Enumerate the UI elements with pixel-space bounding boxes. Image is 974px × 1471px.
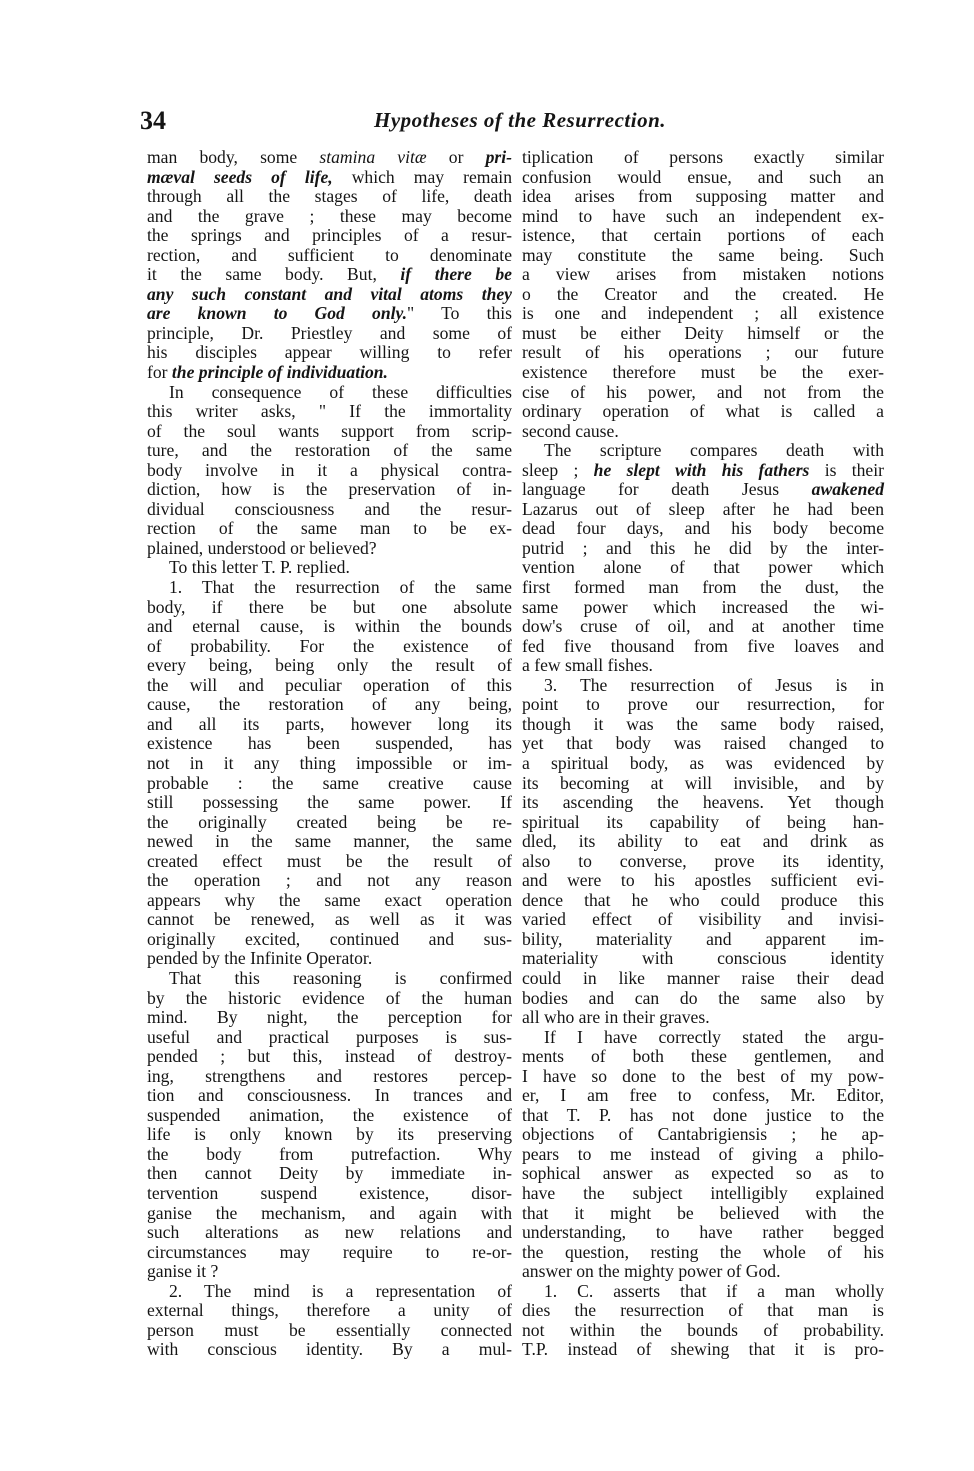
text-line bbox=[522, 558, 884, 578]
text-line bbox=[147, 402, 512, 422]
text-line bbox=[147, 793, 512, 813]
text-segment: a spiritual body, as was evidenced by bbox=[522, 752, 884, 773]
text-segment: could in like manner raise their dead bbox=[522, 967, 884, 988]
text-line bbox=[522, 402, 884, 422]
text-segment: mind to have such an independent ex- bbox=[522, 205, 884, 226]
text-segment: In consequence of these difficulties bbox=[169, 381, 512, 402]
text-line bbox=[147, 1145, 512, 1165]
text-line bbox=[147, 1067, 512, 1087]
text-segment: suspended animation, the existence of bbox=[147, 1104, 512, 1125]
text-segment: same power which increased the wi- bbox=[522, 596, 884, 617]
text-segment: appears why the same exact operation bbox=[147, 889, 512, 910]
text-segment: and were to his apostles sufficient evi- bbox=[522, 870, 884, 891]
text-segment: yet that body was raised changed to bbox=[522, 733, 884, 754]
text-line bbox=[522, 461, 884, 481]
text-line bbox=[522, 363, 884, 383]
text-segment: T.P. instead of shewing that it is pro- bbox=[522, 1339, 884, 1360]
text-line bbox=[522, 930, 884, 950]
text-segment: vention alone of that power which bbox=[522, 557, 884, 578]
text-line bbox=[522, 1086, 884, 1106]
text-segment: by the historic evidence of the human bbox=[147, 987, 512, 1008]
text-line bbox=[147, 422, 512, 442]
text-segment: which may remain bbox=[332, 166, 512, 187]
text-line bbox=[147, 1243, 512, 1263]
text-line bbox=[522, 754, 884, 774]
right-column bbox=[522, 148, 884, 1360]
text-segment: of probability. For the existence of bbox=[147, 635, 512, 656]
text-line bbox=[147, 168, 512, 188]
text-segment: That this reasoning is confirmed bbox=[169, 967, 512, 988]
text-segment: rection of the same man to be ex- bbox=[147, 518, 512, 539]
text-segment: er, I am free to confess, Mr. Editor, bbox=[522, 1085, 884, 1106]
text-segment: idea arises from supposing matter and bbox=[522, 186, 884, 207]
text-segment: o the Creator and the created. He bbox=[522, 283, 884, 304]
text-line bbox=[147, 383, 512, 403]
text-segment: not in it any thing impossible or im- bbox=[147, 752, 512, 773]
text-segment: the question, resting the whole of his bbox=[522, 1241, 884, 1262]
text-line bbox=[147, 852, 512, 872]
styled-text: pri- bbox=[485, 147, 512, 167]
styled-text: are known to God only. bbox=[147, 303, 408, 324]
text-segment: may constitute the same being. Such bbox=[522, 244, 884, 265]
text-segment: spiritual its capability of being han- bbox=[522, 811, 884, 832]
text-line bbox=[522, 1164, 884, 1184]
text-segment: his disciples appear willing to refer bbox=[147, 342, 512, 363]
text-segment: ture, and the restoration of the same bbox=[147, 440, 512, 461]
styled-text: any such constant and vital atoms they bbox=[147, 283, 512, 304]
text-segment: 3. The resurrection of Jesus is in bbox=[544, 674, 884, 695]
text-segment: cannot be renewed, as well as it was bbox=[147, 909, 512, 930]
text-line bbox=[522, 871, 884, 891]
text-line bbox=[147, 578, 512, 598]
text-segment: The scripture compares death with bbox=[544, 440, 884, 461]
text-segment: and eternal cause, is within the bounds bbox=[147, 616, 512, 637]
text-line bbox=[522, 246, 884, 266]
text-line bbox=[147, 1164, 512, 1184]
text-line bbox=[147, 304, 512, 324]
text-line bbox=[522, 187, 884, 207]
text-line bbox=[147, 754, 512, 774]
text-segment: tion and consciousness. In trances and bbox=[147, 1085, 512, 1106]
text-line bbox=[522, 1340, 884, 1360]
text-segment: cise of his power, and not from the bbox=[522, 381, 884, 402]
text-segment: not within the bounds of probability. bbox=[522, 1319, 884, 1340]
text-line bbox=[522, 1008, 884, 1028]
text-segment: If I have correctly stated the argu- bbox=[544, 1026, 884, 1047]
text-segment: dow's cruse of oil, and at another time bbox=[522, 616, 884, 637]
text-line bbox=[522, 989, 884, 1009]
text-segment: pended by the Infinite Operator. bbox=[147, 948, 373, 969]
text-segment: every being, being only the result of bbox=[147, 655, 512, 676]
text-segment: cause, the restoration of any being, bbox=[147, 694, 512, 715]
text-line bbox=[147, 1262, 512, 1282]
text-line bbox=[147, 480, 512, 500]
text-segment: existence has been suspended, has bbox=[147, 733, 512, 754]
styled-text: the principle of individuation. bbox=[171, 362, 388, 383]
text-segment: bodies and can do the same also by bbox=[522, 987, 884, 1008]
text-line bbox=[147, 1321, 512, 1341]
text-segment: useful and practical purposes is sus- bbox=[147, 1026, 512, 1047]
text-segment: created effect must be the result of bbox=[147, 850, 512, 871]
text-segment: that T. P. has not done justice to the bbox=[522, 1104, 884, 1125]
text-segment: To this letter T. P. replied. bbox=[169, 557, 350, 578]
text-line bbox=[147, 910, 512, 930]
text-line bbox=[147, 285, 512, 305]
text-segment: second cause. bbox=[522, 420, 619, 441]
text-segment: this writer asks, " If the immortality bbox=[147, 401, 512, 422]
text-segment: through all the stages of life, death bbox=[147, 186, 512, 207]
text-segment: for bbox=[147, 362, 172, 383]
text-segment: with conscious identity. By a mul- bbox=[147, 1339, 512, 1360]
text-line bbox=[147, 441, 512, 461]
text-segment: ordinary operation of what is called a bbox=[522, 401, 884, 422]
text-segment: a view arises from mistaken notions bbox=[522, 264, 884, 285]
text-line bbox=[522, 422, 884, 442]
text-line bbox=[147, 949, 512, 969]
text-segment: pears to me instead of giving a philo- bbox=[522, 1143, 884, 1164]
text-segment: dies the resurrection of that man is bbox=[522, 1300, 884, 1321]
text-line bbox=[522, 1262, 884, 1282]
text-segment: circumstances may require to re-or- bbox=[147, 1241, 512, 1262]
text-segment: is one and independent ; all existence bbox=[522, 303, 884, 324]
text-line bbox=[522, 500, 884, 520]
text-segment: probable : the same creative cause bbox=[147, 772, 512, 793]
text-line bbox=[147, 832, 512, 852]
text-line bbox=[147, 1204, 512, 1224]
text-segment: 1. That the resurrection of the same bbox=[169, 577, 512, 598]
text-line bbox=[522, 734, 884, 754]
text-line bbox=[147, 617, 512, 637]
text-segment: confusion would ensue, and such an bbox=[522, 166, 884, 187]
text-line bbox=[522, 813, 884, 833]
text-segment: of the soul wants support from scrip- bbox=[147, 420, 512, 441]
text-line bbox=[522, 578, 884, 598]
styled-text: stamina vitæ bbox=[319, 147, 427, 167]
text-line bbox=[522, 1067, 884, 1087]
text-line bbox=[522, 774, 884, 794]
text-segment: body, if there be but one absolute bbox=[147, 596, 512, 617]
text-segment: sophical answer as expected so as to bbox=[522, 1163, 884, 1184]
text-segment: principle, Dr. Priestley and some of bbox=[147, 322, 512, 343]
text-line bbox=[522, 168, 884, 188]
text-segment: have the subject intelligibly explained bbox=[522, 1182, 884, 1203]
text-line bbox=[147, 500, 512, 520]
text-segment: I have so done to the best of my pow- bbox=[522, 1065, 884, 1086]
text-segment: person must be essentially connected bbox=[147, 1319, 512, 1340]
text-line bbox=[147, 363, 512, 383]
text-segment: the springs and principles of a resur- bbox=[147, 225, 512, 246]
text-segment: the body from putrefaction. Why bbox=[147, 1143, 512, 1164]
text-segment: all who are in their graves. bbox=[522, 1007, 710, 1028]
text-segment: ganise the mechanism, and again with bbox=[147, 1202, 512, 1223]
text-line bbox=[147, 1008, 512, 1028]
left-column bbox=[147, 148, 512, 1360]
text-line bbox=[522, 617, 884, 637]
text-segment: dled, its ability to eat and drink as bbox=[522, 831, 884, 852]
text-segment: dence that he who could produce this bbox=[522, 889, 884, 910]
text-line bbox=[522, 1243, 884, 1263]
text-segment: pended ; but this, instead of destroy- bbox=[147, 1046, 512, 1067]
text-line bbox=[522, 324, 884, 344]
text-line bbox=[147, 813, 512, 833]
text-segment: it the same body. But, bbox=[147, 264, 401, 285]
text-segment: first formed man from the dust, the bbox=[522, 577, 884, 598]
text-line bbox=[522, 539, 884, 559]
text-line bbox=[522, 637, 884, 657]
text-line bbox=[522, 207, 884, 227]
text-segment: life is only known by its preserving bbox=[147, 1124, 512, 1145]
text-segment: ments of both these gentlemen, and bbox=[522, 1046, 884, 1067]
text-segment: materiality with conscious identity bbox=[522, 948, 884, 969]
text-line bbox=[522, 793, 884, 813]
text-segment: result of his operations ; our future bbox=[522, 342, 884, 363]
text-line bbox=[522, 441, 884, 461]
text-line bbox=[522, 1282, 884, 1302]
text-line bbox=[147, 187, 512, 207]
text-segment: the will and peculiar operation of this bbox=[147, 674, 512, 695]
text-line bbox=[147, 656, 512, 676]
text-segment: the operation ; and not any reason bbox=[147, 870, 512, 891]
text-segment: understanding, to have rather begged bbox=[522, 1222, 884, 1243]
text-segment: bility, materiality and apparent im- bbox=[522, 928, 884, 949]
text-line bbox=[522, 695, 884, 715]
text-line bbox=[147, 676, 512, 696]
text-line bbox=[147, 989, 512, 1009]
text-line bbox=[522, 969, 884, 989]
text-segment: tervention suspend existence, disor- bbox=[147, 1182, 512, 1203]
text-segment: the originally created being be re- bbox=[147, 811, 512, 832]
text-segment: and all its parts, however long its bbox=[147, 713, 512, 734]
text-line bbox=[522, 285, 884, 305]
text-segment: originally excited, continued and sus- bbox=[147, 928, 512, 949]
text-line bbox=[147, 1028, 512, 1048]
text-line bbox=[522, 480, 884, 500]
text-segment: ing, strengthens and restores percep- bbox=[147, 1065, 512, 1086]
text-line bbox=[522, 1321, 884, 1341]
text-line bbox=[522, 1204, 884, 1224]
text-segment: man body, some bbox=[147, 147, 320, 167]
text-line bbox=[147, 324, 512, 344]
text-segment: point to prove our resurrection, for bbox=[522, 694, 884, 715]
text-line bbox=[147, 226, 512, 246]
text-segment: that it might be believed with the bbox=[522, 1202, 884, 1223]
text-line bbox=[522, 832, 884, 852]
text-line bbox=[147, 774, 512, 794]
text-segment: sleep ; bbox=[522, 459, 594, 480]
text-line bbox=[147, 461, 512, 481]
text-line bbox=[522, 1145, 884, 1165]
text-line bbox=[522, 1047, 884, 1067]
page-number: 34 bbox=[140, 106, 166, 135]
text-line bbox=[147, 1223, 512, 1243]
text-segment: mind. By night, the perception for bbox=[147, 1007, 512, 1028]
text-line bbox=[147, 265, 512, 285]
text-line bbox=[147, 1086, 512, 1106]
text-line bbox=[522, 148, 884, 168]
text-line bbox=[522, 1106, 884, 1126]
text-segment: 2. The mind is a representation of bbox=[169, 1280, 512, 1301]
text-line bbox=[522, 1223, 884, 1243]
text-line bbox=[147, 891, 512, 911]
text-segment: though it was the same body raised, bbox=[522, 713, 884, 734]
text-segment: fed five thousand from five loaves and bbox=[522, 635, 884, 656]
text-segment: 1. C. asserts that if a man wholly bbox=[544, 1280, 884, 1301]
text-line bbox=[147, 1106, 512, 1126]
text-segment: or bbox=[426, 147, 486, 167]
text-line bbox=[522, 343, 884, 363]
text-line bbox=[147, 930, 512, 950]
text-segment: body involve in it a physical contra- bbox=[147, 459, 512, 480]
text-segment: tiplication of persons exactly similar bbox=[522, 147, 884, 167]
text-line bbox=[147, 519, 512, 539]
text-segment: also to converse, prove its identity, bbox=[522, 850, 884, 871]
text-segment: and the grave ; these may become bbox=[147, 205, 512, 226]
text-line bbox=[147, 598, 512, 618]
text-line bbox=[147, 343, 512, 363]
text-line bbox=[522, 676, 884, 696]
text-line bbox=[522, 891, 884, 911]
text-segment: dividual consciousness and the resur- bbox=[147, 498, 512, 519]
text-line bbox=[147, 1282, 512, 1302]
text-line bbox=[147, 695, 512, 715]
styled-text: mæval seeds of life, bbox=[147, 166, 333, 187]
text-segment: then cannot Deity by immediate in- bbox=[147, 1163, 512, 1184]
text-line bbox=[522, 1125, 884, 1145]
text-segment: answer on the mighty power of God. bbox=[522, 1261, 781, 1282]
text-line bbox=[522, 598, 884, 618]
running-title: Hypotheses of the Resurrection. bbox=[374, 108, 666, 132]
text-segment: diction, how is the preservation of in- bbox=[147, 479, 512, 500]
text-segment: rection, and sufficient to denominate bbox=[147, 244, 512, 265]
text-line bbox=[522, 265, 884, 285]
text-segment: varied effect of visibility and invisi- bbox=[522, 909, 884, 930]
text-line bbox=[147, 734, 512, 754]
text-line bbox=[522, 383, 884, 403]
text-segment: istence, that certain portions of each bbox=[522, 225, 884, 246]
text-line bbox=[522, 715, 884, 735]
text-segment: is their bbox=[809, 459, 884, 480]
text-line bbox=[147, 246, 512, 266]
text-segment: external things, therefore a unity of bbox=[147, 1300, 512, 1321]
text-line bbox=[147, 969, 512, 989]
text-line bbox=[522, 949, 884, 969]
text-segment: its becoming at will invisible, and by bbox=[522, 772, 884, 793]
text-segment: still possessing the same power. If bbox=[147, 792, 512, 813]
styled-text: if there be bbox=[400, 264, 512, 285]
text-line bbox=[147, 1340, 512, 1360]
text-line bbox=[522, 1301, 884, 1321]
text-line bbox=[522, 226, 884, 246]
text-line bbox=[147, 1184, 512, 1204]
text-line bbox=[522, 304, 884, 324]
text-segment: putrid ; and this he did by the inter- bbox=[522, 537, 884, 558]
styled-text: awakened bbox=[811, 479, 884, 500]
text-segment: its ascending the heavens. Yet though bbox=[522, 792, 884, 813]
text-segment: objections of Cantabrigiensis ; he ap- bbox=[522, 1124, 884, 1145]
text-line bbox=[522, 1028, 884, 1048]
text-line bbox=[147, 207, 512, 227]
text-segment: language for death Jesus bbox=[522, 479, 812, 500]
text-line bbox=[522, 852, 884, 872]
text-segment: newed in the same manner, the same bbox=[147, 831, 512, 852]
text-segment: existence therefore must be the exer- bbox=[522, 362, 884, 383]
text-line bbox=[522, 656, 884, 676]
text-segment: a few small fishes. bbox=[522, 655, 653, 676]
text-line bbox=[147, 1125, 512, 1145]
text-line bbox=[147, 871, 512, 891]
text-line bbox=[522, 910, 884, 930]
text-segment: ganise it ? bbox=[147, 1261, 219, 1282]
text-line bbox=[522, 1184, 884, 1204]
text-line bbox=[147, 148, 512, 168]
text-line bbox=[522, 519, 884, 539]
text-segment: " To this bbox=[407, 303, 512, 324]
text-line bbox=[147, 715, 512, 735]
text-segment: such alterations as new relations and bbox=[147, 1222, 512, 1243]
text-line bbox=[147, 539, 512, 559]
text-segment: Lazarus out of sleep after he had been bbox=[522, 498, 884, 519]
text-line bbox=[147, 558, 512, 578]
text-line bbox=[147, 637, 512, 657]
text-line bbox=[147, 1047, 512, 1067]
text-line bbox=[147, 1301, 512, 1321]
page-header bbox=[140, 106, 900, 140]
styled-text: he slept with his fathers bbox=[593, 459, 810, 480]
text-segment: must be either Deity himself or the bbox=[522, 322, 884, 343]
text-segment: dead four days, and his body become bbox=[522, 518, 884, 539]
text-segment: plained, understood or believed? bbox=[147, 537, 377, 558]
